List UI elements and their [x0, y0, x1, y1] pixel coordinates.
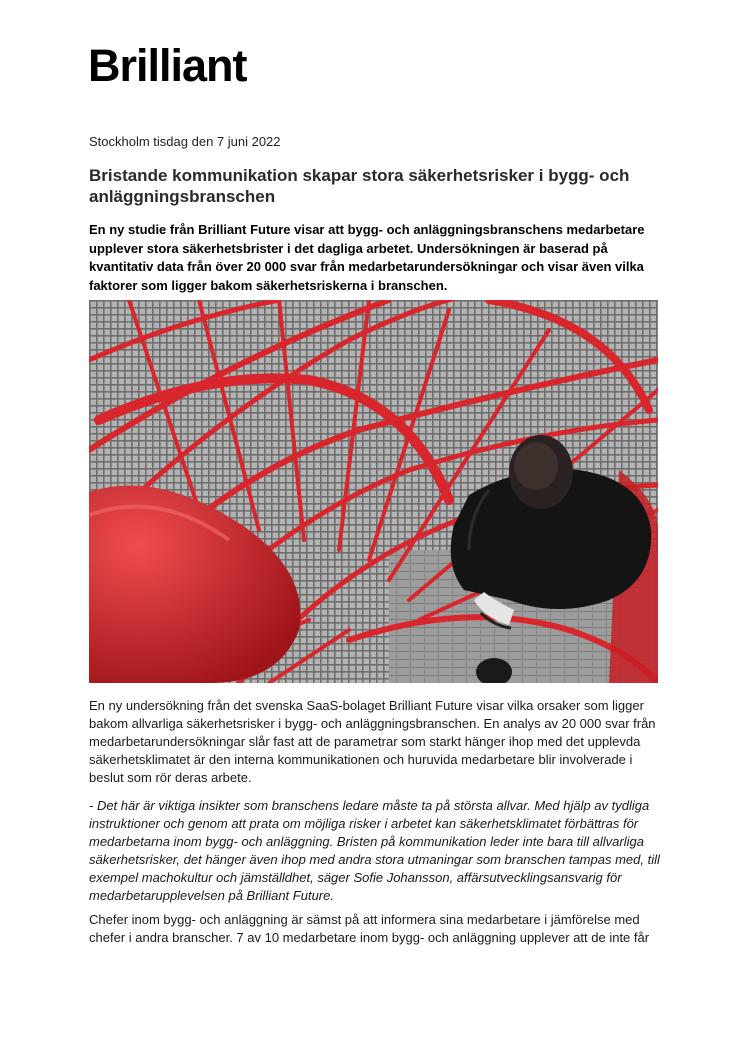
- brilliant-logo: Brilliant: [88, 40, 247, 91]
- quote-paragraph: - Det här är viktiga insikter som branschens ledare måste ta på största allvar. Med hjälp av tydliga instruktioner och genom att prata om möjliga risker i arbetet kan säkerhetsklimatet förbättras för medarbetarna inom bygg- och anläggning. Bristen på kommunikation leder inte bara till allvarliga säkerhetsrisker, det hänger även ihop med andra stora utmaningar som branschen tampas med, till exempel machokultur och jämställdhet, säger Sofie Johansson, affärsutvecklingsansvarig för medarbetarupplevelsen på Brilliant Future.: [89, 798, 660, 903]
- headline: Bristande kommunikation skapar stora säkerhetsrisker i bygg- och anläggningsbranschen: [89, 166, 630, 206]
- dateline: Stockholm tisdag den 7 juni 2022: [89, 134, 281, 149]
- spiral-staircase-photo: [89, 300, 658, 683]
- body-paragraph-3: Chefer inom bygg- och anläggning är sämst på att informera sina medarbetare i jämförelse med chefer i andra branscher. 7 av 10 medarbetare inom bygg- och anläggning upplever att de inte får: [89, 912, 650, 945]
- lead-paragraph: En ny studie från Brilliant Future visar att bygg- och anläggningsbranschens medarbetare upplever stora säkerhetsbrister i det dagliga arbetet. Undersökningen är baserad på kvantitativ data från över 20 000 svar från medarbetarundersökningar och visar även vilka faktorer som ligger bakom säkerhetsriskerna i branschen.: [89, 222, 645, 293]
- body-paragraph-1: En ny undersökning från det svenska SaaS-bolaget Brilliant Future visar vilka orsaker som ligger bakom allvarliga säkerhetsrisker i bygg- och anläggningsbranschen. En analys av 20 000 svar från medarbetarundersökningar slår fast att de parametrar som starkt hänger ihop med det upplevda säkerhetsklimatet är den interna kommunikationen och huruvida medarbetare blir involverade i beslut som rör deras arbete.: [89, 698, 656, 785]
